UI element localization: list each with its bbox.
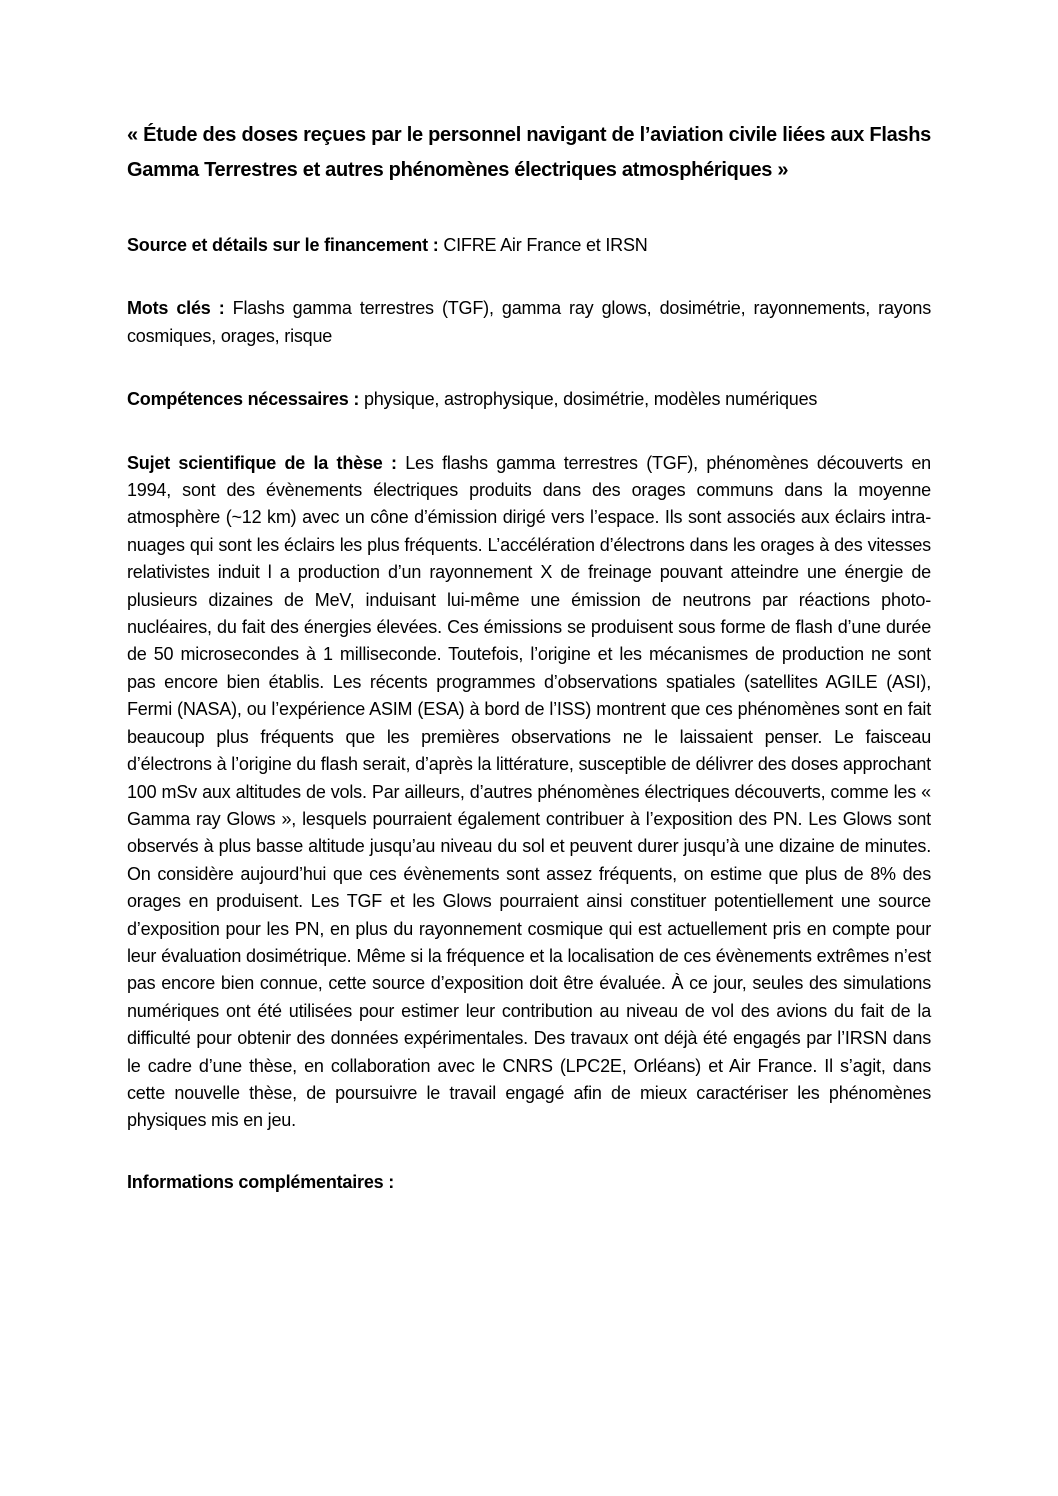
- skills-paragraph: [127, 386, 931, 413]
- subject-label: Sujet scientifique de la thèse :: [127, 452, 397, 473]
- skills-label: Compétences nécessaires :: [127, 389, 360, 410]
- subject-paragraph: [127, 450, 931, 1135]
- funding-paragraph: [127, 232, 931, 259]
- keywords-paragraph: [127, 295, 931, 350]
- document-title: « Étude des doses reçues par le personnel navigant de l’aviation civile liées aux Flashs Gamma Terrestres et autres phénomènes électriques atmosphériques »: [127, 124, 931, 181]
- funding-label: Source et détails sur le financement :: [127, 235, 439, 255]
- keywords-label: Mots clés :: [127, 298, 225, 319]
- funding-value: CIFRE Air France et IRSN: [443, 235, 648, 255]
- additional-info-label: Informations complémentaires :: [127, 1171, 395, 1192]
- additional-info-paragraph: [127, 1169, 931, 1196]
- keywords-value: Flashs gamma terrestres (TGF), gamma ray glows, dosimétrie, rayonnements, rayons cosmiques, orages, risque: [127, 298, 931, 346]
- skills-value: physique, astrophysique, dosimétrie, modèles numériques: [363, 389, 818, 410]
- subject-value: Les flashs gamma terrestres (TGF), phénomènes découverts en 1994, sont des évènements électriques produits dans des orages communs dans la moyenne atmosphère (~12 km) avec un cône d’émission dirigé vers l’espace. Ils sont associés aux éclairs intra-nuages qui sont les éclairs les plus fréquents. L’accélération d’électrons dans les orages à des vitesses relativistes induit l a production d’un rayonnement X de freinage pouvant atteindre une énergie de plusieurs dizaines de MeV, induisant lui-même une émission de neutrons par réactions photo-nucléaires, du fait des énergies élevées. Ces émissions se produisent sous forme de flash d’une durée de 50 microsecondes à 1 milliseconde. Toutefois, l’origine et les mécanismes de production ne sont pas encore bien établis. Les récents programmes d’observations spatiales (satellites AGILE (ASI), Fermi (NASA), ou l’expérience ASIM (ESA) à bord de l’ISS) montrent que ces phénomènes sont en fait beaucoup plus fréquents que les premières observations ne le laissaient penser. Le faisceau d’électrons à l’origine du flash serait, d’après la littérature, susceptible de délivrer des doses approchant 100 mSv aux altitudes de vols. Par ailleurs, d’autres phénomènes électriques découverts, comme les « Gamma ray Glows », lesquels pourraient également contribuer à l’exposition des PN. Les Glows sont observés à plus basse altitude jusqu’au niveau du sol et peuvent durer jusqu’à une dizaine de minutes. On considère aujourd’hui que ces évènements sont assez fréquents, on estime que plus de 8% des orages en produisent. Les TGF et les Glows pourraient ainsi constituer potentiellement une source d’exposition pour les PN, en plus du rayonnement cosmique qui est actuellement pris en compte pour leur évaluation dosimétrique. Même si la fréquence et la localisation de ces évènements extrêmes n’est pas encore bien connue, cette source d’exposition doit être évaluée. À ce jour, seules des simulations numériques ont été utilisées pour estimer leur contribution au niveau de vol des avions du fait de la difficulté pour obtenir des données expérimentales. Des travaux ont déjà été engagés par l’IRSN dans le cadre d’une thèse, en collaboration avec le CNRS (LPC2E, Orléans) et Air France. Il s’agit, dans cette nouvelle thèse, de poursuivre le travail engagé afin de mieux caractériser les phénomènes physiques mis en jeu.: [127, 452, 931, 1131]
